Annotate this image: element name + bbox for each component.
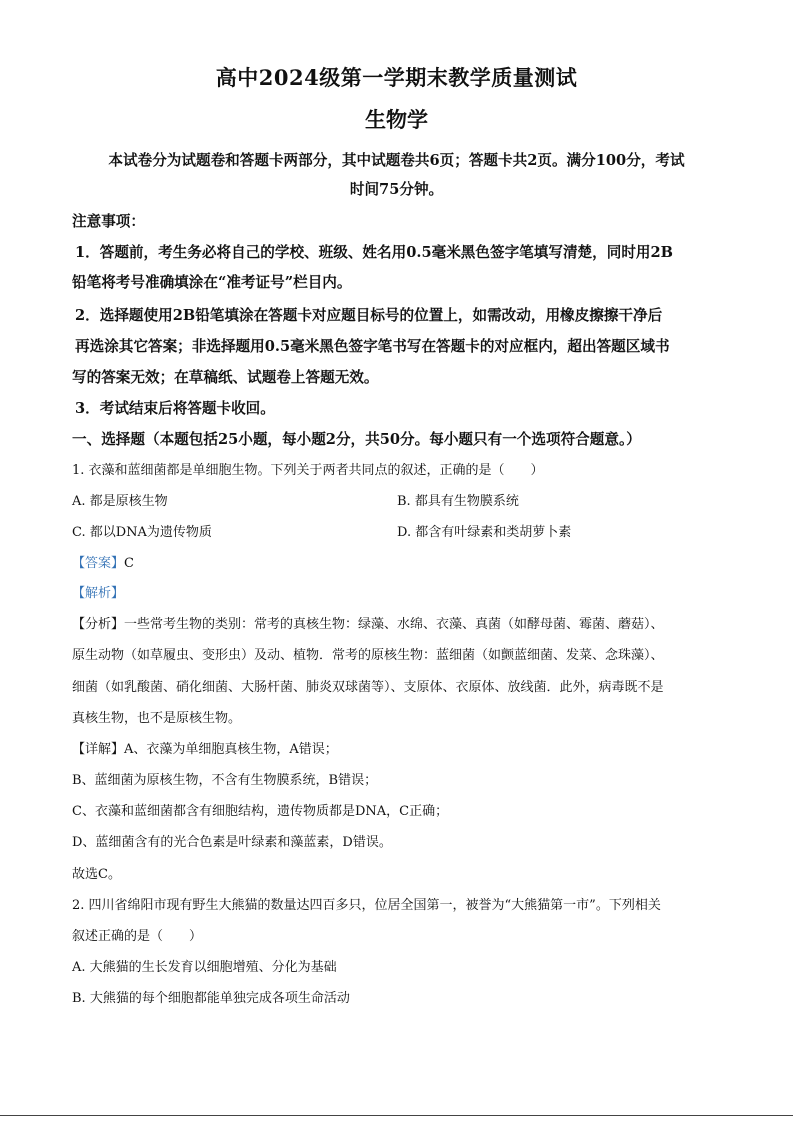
- question-2-stem-line-2: 叙述正确的是（ ）: [72, 929, 203, 944]
- question-1-analysis-line-4: 真核生物，也不是原核生物。: [72, 711, 242, 726]
- exam-title: 高中2024级第一学期末教学质量测试: [215, 65, 578, 90]
- page-bottom-rule: [0, 1115, 793, 1116]
- notice-heading: 注意事项：: [72, 213, 145, 230]
- question-1-detail-line-1: 【详解】A、衣藻为单细胞真核生物，A错误；: [72, 742, 338, 757]
- question-1-detail-line-3: C、衣藻和蓝细菌都含有细胞结构，遗传物质都是DNA，C正确；: [72, 804, 449, 819]
- subject-title: 生物学: [365, 107, 428, 132]
- notice-item-2-line-3: 写的答案无效；在草稿纸、试题卷上答题无效。: [72, 369, 379, 386]
- question-1-option-a: A. 都是原核生物: [72, 494, 168, 509]
- question-1-detail-line-4: D、蓝细菌含有的光合色素是叶绿素和藻蓝素，D错误。: [72, 835, 392, 850]
- question-1-option-d: D. 都含有叶绿素和类胡萝卜素: [397, 525, 572, 540]
- question-1-analysis-line-3: 细菌（如乳酸菌、硝化细菌、大肠杆菌、肺炎双球菌等）、支原体、衣原体、放线菌．此外，病毒既不是: [72, 680, 664, 695]
- question-1-detail-line-2: B、蓝细菌为原核生物，不含有生物膜系统，B错误；: [72, 773, 378, 788]
- notice-item-1-line-1: 1．答题前，考生务必将自己的学校、班级、姓名用0.5毫米黑色签字笔填写清楚，同时用2B: [75, 244, 674, 261]
- question-1-option-b: B. 都具有生物膜系统: [397, 494, 519, 509]
- intro-line-1: 本试卷分为试题卷和答题卡两部分，其中试题卷共6页；答题卡共2页。满分100分，考试: [108, 152, 685, 169]
- question-1-answer: [72, 555, 724, 573]
- question-2-option-b: B. 大熊猫的每个细胞都能单独完成各项生命活动: [72, 991, 350, 1006]
- question-1-analysis-line-2: 原生动物（如草履虫、变形虫）及动、植物．常考的原核生物：蓝细菌（如颤蓝细菌、发菜、念珠藻）、: [72, 648, 664, 663]
- question-1-analysis-tag: 【解析】: [72, 586, 125, 601]
- question-1-stem: 1. 衣藻和蓝细菌都是单细胞生物。下列关于两者共同点的叙述，正确的是（ ）: [72, 463, 544, 478]
- notice-item-1-line-2: 铅笔将考号准确填涂在“准考证号”栏目内。: [72, 274, 352, 291]
- answer-value: C: [124, 556, 134, 571]
- notice-item-2-line-1: 2．选择题使用2B铅笔填涂在答题卡对应题目标号的位置上，如需改动，用橡皮擦擦干净后: [75, 307, 663, 324]
- notice-item-3: 3．考试结束后将答题卡收回。: [75, 400, 275, 417]
- section-1-heading: 一、选择题（本题包括25小题，每小题2分，共50分。每小题只有一个选项符合题意。）: [72, 431, 641, 448]
- question-1-conclusion: 故选C。: [72, 867, 121, 882]
- notice-item-2-line-2: 再选涂其它答案；非选择题用0.5毫米黑色签字笔书写在答题卡的对应框内，超出答题区域书: [75, 338, 670, 355]
- question-1-analysis-line-1: 【分析】一些常考生物的类别：常考的真核生物：绿藻、水绵、衣藻、真菌（如酵母菌、霉菌、蘑菇）、: [72, 617, 664, 632]
- intro-line-2: 时间75分钟。: [349, 181, 444, 198]
- answer-tag: 【答案】: [72, 556, 125, 571]
- question-2-option-a: A. 大熊猫的生长发育以细胞增殖、分化为基础: [72, 960, 337, 975]
- question-2-stem-line-1: 2. 四川省绵阳市现有野生大熊猫的数量达四百多只，位居全国第一，被誉为“大熊猫第一市”。下列相关: [72, 898, 661, 913]
- question-1-option-c: C. 都以DNA为遗传物质: [72, 525, 212, 540]
